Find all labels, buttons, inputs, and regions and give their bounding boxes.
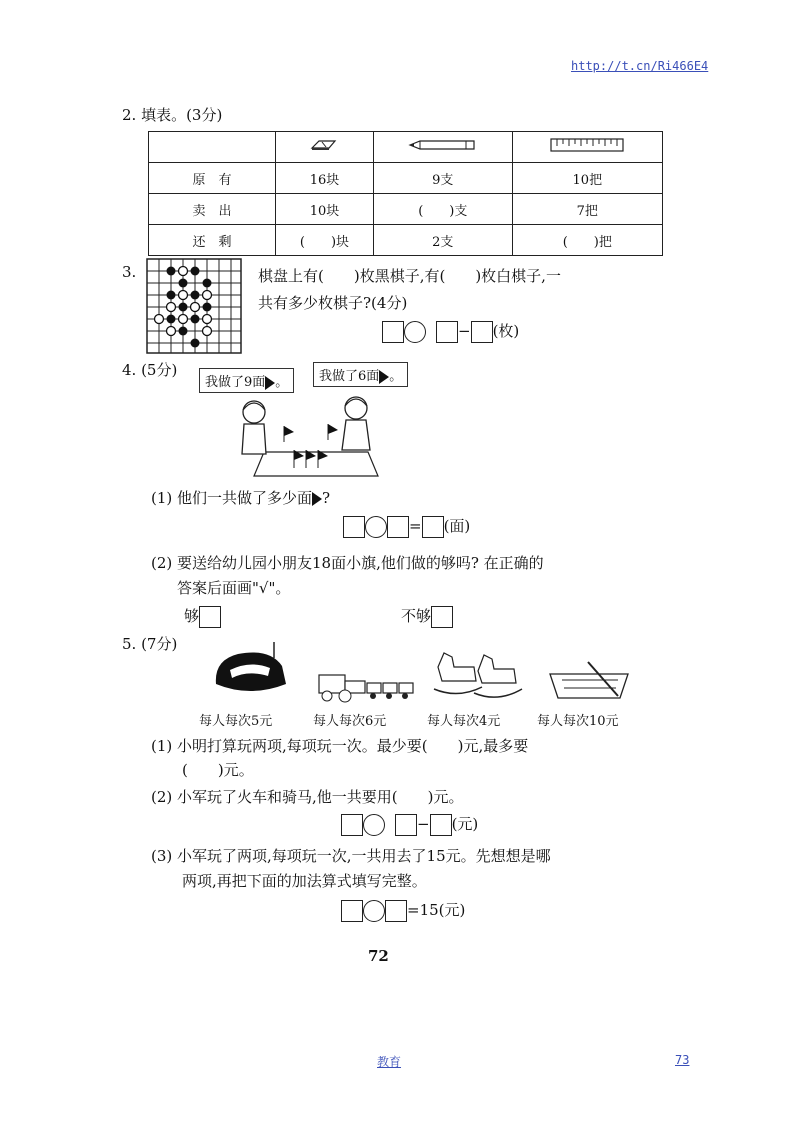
operator-circle[interactable]: [363, 900, 385, 922]
speech-bubble-left: [199, 368, 294, 393]
table-cell: 10块: [276, 194, 374, 225]
q2-title: 2. 填表。(3分): [122, 106, 223, 124]
footer-link[interactable]: 教育: [377, 1055, 402, 1069]
q3-equation: [382, 321, 519, 343]
not-enough-label: 不够: [401, 607, 432, 625]
enough-label: 够: [184, 607, 200, 625]
table-cell: 7把: [512, 194, 662, 225]
table-row: [149, 225, 663, 256]
bubble-period: 。: [389, 369, 403, 384]
enough-checkbox[interactable]: [199, 606, 221, 628]
price-label-horse: 每人每次4元: [427, 714, 501, 729]
flag-icon: [265, 376, 275, 390]
answer-box[interactable]: [341, 900, 363, 922]
q4-part1-equation: [343, 516, 470, 538]
operator-circle[interactable]: [363, 814, 385, 836]
q4-title: 4. (5分): [122, 361, 178, 379]
table-cell: ( )把: [512, 225, 662, 256]
equals-sign: =: [409, 517, 422, 535]
q5-part3-equation: [341, 900, 465, 922]
price-label-bumper-car: 每人每次5元: [199, 714, 273, 729]
equals-sign: −: [458, 322, 471, 340]
table-cell: ( )支: [373, 194, 512, 225]
equals-sign: −: [417, 815, 430, 833]
table-cell: 10把: [512, 163, 662, 194]
q3-text-line1: 棋盘上有( )枚黑棋子,有( )枚白棋子,一: [258, 267, 561, 285]
q4-part2-line2: 答案后面画"√"。: [177, 579, 291, 597]
pencil-icon: [373, 132, 512, 163]
unit-label: (枚): [492, 322, 520, 340]
q4-part1-qmark: ?: [322, 489, 331, 507]
not-enough-checkbox[interactable]: [431, 606, 453, 628]
q4-part1: [151, 488, 330, 508]
unit-label: (面): [443, 517, 471, 535]
table-row: [149, 194, 663, 225]
q5-part1-line1: (1) 小明打算玩两项,每项玩一次。最少要( )元,最多要: [151, 737, 529, 755]
answer-box[interactable]: [385, 900, 407, 922]
footer-page-link[interactable]: 73: [675, 1053, 690, 1067]
q4-part2-line1: (2) 要送给幼儿园小朋友18面小旗,他们做的够吗? 在正确的: [151, 554, 544, 572]
page-number: 72: [368, 947, 389, 965]
answer-box[interactable]: [341, 814, 363, 836]
table-cell: 9支: [373, 163, 512, 194]
answer-box[interactable]: [422, 516, 444, 538]
row-label: 原 有: [149, 163, 276, 194]
boat-image: [548, 660, 630, 702]
flag-icon: [379, 370, 389, 384]
q5-part3-line1: (3) 小军玩了两项,每项玩一次,一共用去了15元。先想想是哪: [151, 847, 551, 865]
rocking-horse-image: [430, 645, 526, 703]
ruler-icon: [512, 132, 662, 163]
enough-option: [184, 606, 221, 628]
q3-text-line2: 共有多少枚棋子?(4分): [258, 294, 408, 312]
q5-part2: (2) 小军玩了火车和骑马,他一共要用( )元。: [151, 788, 464, 806]
q2-table: [148, 131, 663, 256]
price-label-train: 每人每次6元: [313, 714, 387, 729]
not-enough-option: [401, 606, 453, 628]
table-corner-cell: [149, 132, 276, 163]
answer-box[interactable]: [436, 321, 458, 343]
answer-box[interactable]: [382, 321, 404, 343]
flag-icon: [312, 492, 322, 506]
q5-part2-equation: [341, 814, 478, 836]
answer-box[interactable]: [387, 516, 409, 538]
table-header-row: [149, 132, 663, 163]
bubble-text: 我做了9面: [205, 375, 266, 390]
row-label: 卖 出: [149, 194, 276, 225]
q4-part1-text: (1) 他们一共做了多少面: [151, 489, 313, 507]
children-making-flags-illustration: [228, 392, 388, 484]
table-cell: 2支: [373, 225, 512, 256]
answer-box[interactable]: [343, 516, 365, 538]
row-label: 还 剩: [149, 225, 276, 256]
toy-train-image: [305, 665, 417, 705]
answer-box[interactable]: [430, 814, 452, 836]
q5-part1-line2: ( )元。: [182, 761, 254, 779]
q3-number: 3.: [122, 263, 137, 281]
table-row: [149, 163, 663, 194]
bubble-text: 我做了6面: [319, 369, 380, 384]
price-label-boat: 每人每次10元: [537, 714, 619, 729]
table-cell: ( )块: [276, 225, 374, 256]
q5-part3-line2: 两项,再把下面的加法算式填写完整。: [182, 872, 427, 890]
eraser-icon: [276, 132, 374, 163]
bumper-car-image: [210, 640, 290, 702]
speech-bubble-right: [313, 362, 408, 387]
sum-result: =15(元): [407, 901, 466, 919]
answer-box[interactable]: [471, 321, 493, 343]
table-cell: 16块: [276, 163, 374, 194]
unit-label: (元): [451, 815, 479, 833]
bubble-period: 。: [275, 375, 289, 390]
operator-circle[interactable]: [404, 321, 426, 343]
operator-circle[interactable]: [365, 516, 387, 538]
header-url-link[interactable]: http://t.cn/Ri466E4: [571, 59, 709, 73]
answer-box[interactable]: [395, 814, 417, 836]
go-board-image: [146, 258, 242, 354]
q5-title: 5. (7分): [122, 635, 178, 653]
